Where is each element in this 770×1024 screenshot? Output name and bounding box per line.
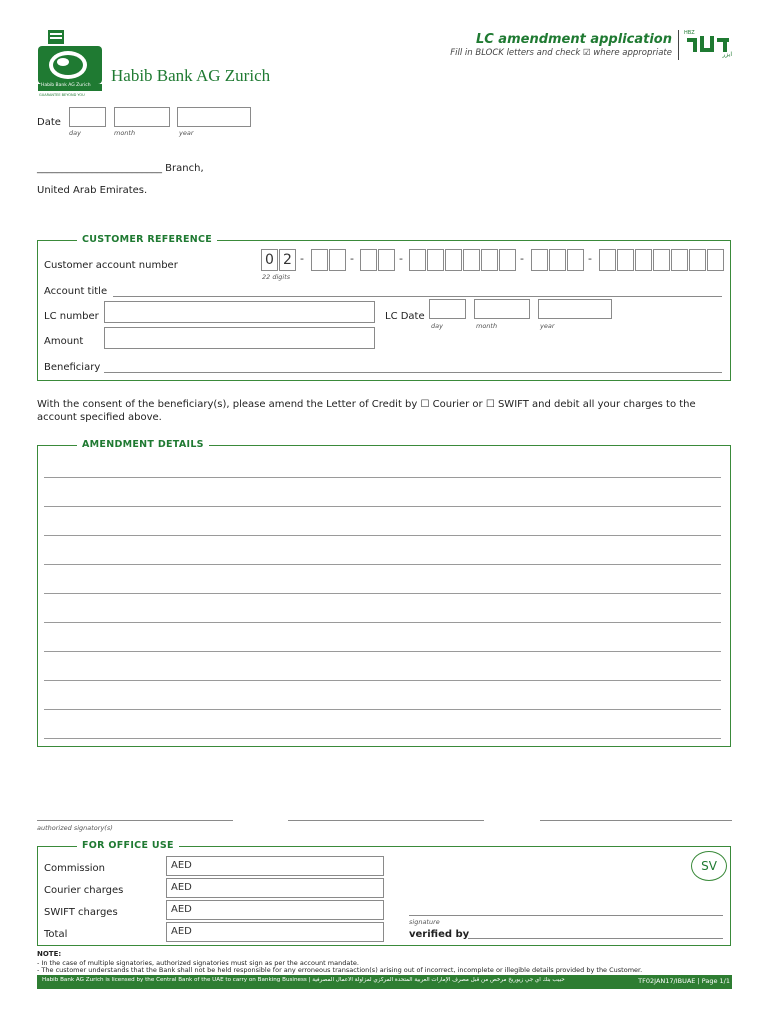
account-digit-cell[interactable] [653, 249, 670, 271]
account-digit-cell[interactable] [311, 249, 328, 271]
branch-line[interactable]: _________________________ Branch, [37, 163, 204, 174]
form-subtitle: Fill in BLOCK letters and check ☑ where appropriate [450, 48, 672, 58]
amount-label: Amount [44, 336, 84, 347]
logo-caption: Habib Bank AG Zurich [41, 83, 91, 88]
date-year-hint: year [179, 129, 194, 137]
account-digit-cell[interactable]: 2 [279, 249, 296, 271]
corner-logo [684, 30, 734, 60]
logo-tagline: GUARANTEE BEYOND YOU [39, 93, 85, 97]
account-digit-cell[interactable] [617, 249, 634, 271]
account-digit-cell[interactable] [481, 249, 498, 271]
lc-date-day-hint: day [431, 322, 443, 330]
account-digit-cell[interactable] [549, 249, 566, 271]
office-section [37, 846, 731, 946]
amendment-line[interactable] [44, 622, 721, 623]
account-digit-cell[interactable] [409, 249, 426, 271]
swift-charges-field[interactable]: AED [166, 900, 384, 920]
amendment-line[interactable] [44, 593, 721, 594]
verified-by-field[interactable] [468, 938, 723, 939]
account-digit-cell[interactable] [689, 249, 706, 271]
note-line-1: - In the case of multiple signatories, authorized signatories must sign as per the account mandate. [37, 959, 359, 967]
account-digit-cell[interactable] [378, 249, 395, 271]
bank-name: Habib Bank AG Zurich [111, 66, 271, 85]
header-divider [678, 30, 679, 60]
date-day-box[interactable] [69, 107, 106, 127]
signature-line-3[interactable] [540, 820, 732, 821]
account-digit-cell[interactable] [360, 249, 377, 271]
swift-charges-label: SWIFT charges [44, 907, 118, 918]
note-line-2: - The customer understands that the Bank shall not be held responsible for any erroneous transaction(s) arising out of incorrect, incomplete or illegible details provided by the Customer. [37, 966, 643, 974]
account-dash: - [350, 252, 354, 265]
account-title-field[interactable] [113, 296, 722, 297]
amendment-line[interactable] [44, 680, 721, 681]
total-label: Total [44, 929, 68, 940]
form-title: LC amendment application [475, 32, 672, 47]
lc-number-field[interactable] [104, 301, 375, 323]
footer-license-text: Habib Bank AG Zurich is licensed by the Central Bank of the UAE to carry on Banking Business | حبيب بنك اي جي زيوريخ مرخص من قبل مصرف الإمارات العربية المتحدة المركزي لمزاولة الأعمال المصرفية [42, 977, 565, 983]
bank-logo [35, 28, 105, 98]
verified-by-label: verified by [409, 929, 470, 940]
footer-form-code: TF02JAN17/IBUAE | Page 1/1 [638, 977, 730, 985]
account-dash: - [520, 252, 524, 265]
date-year-box[interactable] [177, 107, 251, 127]
note-heading: NOTE: [37, 950, 62, 958]
date-label: Date [37, 117, 61, 128]
account-dash: - [399, 252, 403, 265]
beneficiary-label: Beneficiary [44, 362, 101, 373]
account-digit-cell[interactable] [329, 249, 346, 271]
date-day-hint: day [69, 129, 81, 137]
amendment-section [37, 445, 731, 747]
account-title-label: Account title [44, 286, 108, 297]
customer-reference-title: CUSTOMER REFERENCE [77, 234, 217, 245]
lc-date-label: LC Date [385, 311, 425, 322]
account-digit-cell[interactable] [445, 249, 462, 271]
corner-logo-text: HBZ [684, 30, 695, 36]
commission-field[interactable]: AED [166, 856, 384, 876]
authorized-signatory-label: authorized signatory(s) [37, 824, 113, 832]
date-month-box[interactable] [114, 107, 170, 127]
digits-hint: 22 digits [262, 273, 291, 281]
lc-date-year-box[interactable] [538, 299, 612, 319]
consent-text: With the consent of the beneficiary(s), please amend the Letter of Credit by ☐ Courier or ☐ SWIFT and debit all your charges to the account specified above. [37, 399, 696, 423]
lc-date-day-box[interactable] [429, 299, 466, 319]
account-digit-cell[interactable] [427, 249, 444, 271]
amendment-line[interactable] [44, 651, 721, 652]
office-signature-line[interactable] [409, 915, 723, 916]
signature-line-2[interactable] [288, 820, 484, 821]
account-digit-cell[interactable] [599, 249, 616, 271]
account-dash: - [300, 252, 304, 265]
amendment-line[interactable] [44, 506, 721, 507]
office-signature-label: signature [409, 918, 440, 926]
courier-charges-label: Courier charges [44, 885, 124, 896]
amount-field[interactable] [104, 327, 375, 349]
account-dash: - [588, 252, 592, 265]
date-month-hint: month [114, 129, 136, 137]
beneficiary-field[interactable] [104, 372, 722, 373]
courier-charges-field[interactable]: AED [166, 878, 384, 898]
account-digit-cell[interactable] [671, 249, 688, 271]
account-digit-cell[interactable] [463, 249, 480, 271]
lc-number-label: LC number [44, 311, 99, 322]
account-number-label: Customer account number [44, 260, 178, 271]
commission-label: Commission [44, 863, 106, 874]
amendment-line[interactable] [44, 477, 721, 478]
sv-badge: SV [691, 851, 727, 881]
account-digit-cell[interactable] [567, 249, 584, 271]
account-digit-cell[interactable] [635, 249, 652, 271]
lc-date-month-hint: month [476, 322, 498, 330]
amendment-title: AMENDMENT DETAILS [77, 439, 209, 450]
account-digit-cell[interactable] [531, 249, 548, 271]
amendment-line[interactable] [44, 535, 721, 536]
account-digit-cell[interactable]: 0 [261, 249, 278, 271]
office-title: FOR OFFICE USE [77, 840, 179, 851]
lc-date-month-box[interactable] [474, 299, 530, 319]
total-field[interactable]: AED [166, 922, 384, 942]
branch-country: United Arab Emirates. [37, 185, 148, 196]
account-digit-cell[interactable] [499, 249, 516, 271]
corner-logo-sub: ايزر [722, 51, 732, 58]
amendment-line[interactable] [44, 564, 721, 565]
amendment-line[interactable] [44, 738, 721, 739]
amendment-line[interactable] [44, 709, 721, 710]
lc-date-year-hint: year [540, 322, 555, 330]
account-digit-cell[interactable] [707, 249, 724, 271]
signature-line-1[interactable] [37, 820, 233, 821]
